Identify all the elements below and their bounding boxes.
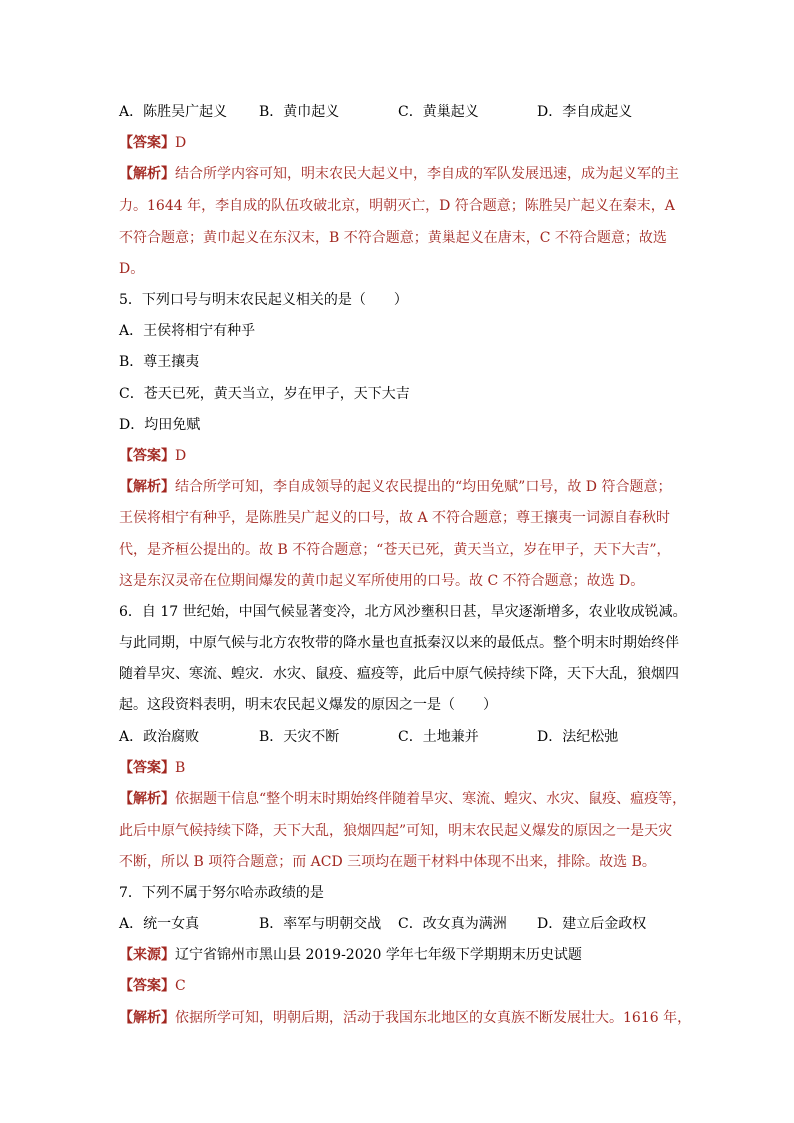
q6-analysis-line-3: 不断，所以 B 项符合题意；而 ACD 三项均在题干材料中体现不出来，排除。故选 B。	[119, 854, 656, 870]
q5-stem: 5．下列口号与明末农民起义相关的是（ ）	[119, 292, 408, 308]
answer-value: D	[175, 448, 187, 464]
q5-option-c: C．苍天已死，黄天当立，岁在甲子，天下大吉	[119, 386, 410, 402]
q7-option-d: D．建立后金政权	[537, 916, 647, 932]
q4-option-d: D．李自成起义	[537, 104, 633, 120]
q5-option-b: B．尊王攘夷	[119, 354, 200, 370]
q7-analysis-line-1	[119, 1008, 691, 1028]
q5-analysis-line-3: 代，是齐桓公提出的。故 B 不符合题意；“苍天已死，黄天当立，岁在甲子，天下大吉”，	[119, 542, 671, 558]
source-label: 【来源】	[119, 947, 175, 963]
q6-option-d: D．法纪松弛	[537, 729, 619, 745]
q4-option-c: C．黄巢起义	[398, 104, 479, 120]
q7-option-c: C．改女真为满洲	[398, 916, 507, 932]
q7-stem: 7．下列不属于努尔哈赤政绩的是	[119, 885, 324, 901]
q6-stem-line-3: 随着旱灾、寒流、蝗灾．水灾、鼠疫、瘟疫等，此后中原气候持续下降，天下大乱，狼烟四	[119, 666, 679, 682]
source-text: 辽宁省锦州市黑山县 2019-2020 学年七年级下学期期末历史试题	[175, 947, 582, 963]
answer-label: 【答案】	[119, 135, 175, 151]
analysis-label: 【解析】	[119, 479, 175, 495]
analysis-text: 依据题干信息“整个明末时期始终伴随着旱灾、寒流、蝗灾、水灾、鼠疫、瘟疫等，	[175, 791, 687, 807]
q6-stem-line-2: 与此同期，中原气候与北方农牧带的降水量也直抵秦汉以来的最低点。整个明末时期始终伴	[119, 635, 679, 651]
q6-stem-line-4: 起。这段资料表明，明末农民起义爆发的原因之一是（ ）	[119, 697, 497, 713]
analysis-label: 【解析】	[119, 166, 175, 182]
q4-analysis-line-2: 力。1644 年，李自成的队伍攻破北京，明朝灭亡，D 符合题意；陈胜吴广起义在秦末，A	[119, 198, 675, 214]
q5-analysis-line-4: 这是东汉灵帝在位期间爆发的黄巾起义军所使用的口号。故 C 不符合题意；故选 D。	[119, 573, 645, 589]
q5-analysis-line-1	[119, 477, 671, 497]
q6-analysis-line-1	[119, 789, 686, 809]
q4-analysis-line-3: 不符合题意；黄巾起义在东汉末，B 不符合题意；黄巢起义在唐末，C 不符合题意；故选	[119, 230, 667, 246]
analysis-text: 结合所学内容可知，明末农民大起义中，李自成的军队发展迅速，成为起义军的主	[175, 166, 679, 182]
q7-source	[119, 945, 582, 965]
q7-answer	[119, 976, 186, 996]
q6-option-b: B．天灾不断	[259, 729, 340, 745]
analysis-text: 结合所学可知，李自成领导的起义农民提出的“均田免赋”口号，故 D 符合题意；	[175, 479, 672, 495]
q6-options	[119, 727, 618, 747]
q4-option-b: B．黄巾起义	[259, 104, 340, 120]
q6-option-a: A．政治腐败	[119, 729, 200, 745]
q6-stem-line-1: 6．自 17 世纪始，中国气候显著变冷，北方风沙壅积日甚，旱灾逐渐增多，农业收成锐减。	[119, 604, 687, 620]
answer-value: C	[175, 978, 186, 994]
answer-value: B	[175, 760, 186, 776]
q4-option-a: A．陈胜吴广起义	[119, 104, 228, 120]
answer-label: 【答案】	[119, 448, 175, 464]
q6-answer	[119, 758, 185, 778]
q5-option-d: D．均田免赋	[119, 417, 201, 433]
q7-options	[119, 914, 646, 934]
q4-options	[119, 102, 632, 122]
q5-answer	[119, 446, 186, 466]
analysis-label: 【解析】	[119, 791, 175, 807]
answer-label: 【答案】	[119, 978, 175, 994]
q6-analysis-line-2: 此后中原气候持续下降，天下大乱，狼烟四起”可知，明末农民起义爆发的原因之一是天灾	[119, 823, 673, 839]
analysis-label: 【解析】	[119, 1010, 175, 1026]
q4-analysis-line-1	[119, 164, 679, 184]
q4-answer	[119, 133, 186, 153]
q6-option-c: C．土地兼并	[398, 729, 479, 745]
analysis-text: 依据所学可知，明朝后期，活动于我国东北地区的女真族不断发展壮大。1616 年，	[175, 1010, 692, 1026]
q7-option-b: B．率军与明朝交战	[259, 916, 382, 932]
answer-value: D	[175, 135, 187, 151]
q5-option-a: A．王侯将相宁有种乎	[119, 323, 256, 339]
q5-analysis-line-2: 王侯将相宁有种乎，是陈胜吴广起义的口号，故 A 不符合题意；尊王攘夷一词源自春秋时	[119, 510, 671, 526]
q7-option-a: A．统一女真	[119, 916, 200, 932]
q4-analysis-line-4: D。	[119, 261, 145, 277]
answer-label: 【答案】	[119, 760, 175, 776]
